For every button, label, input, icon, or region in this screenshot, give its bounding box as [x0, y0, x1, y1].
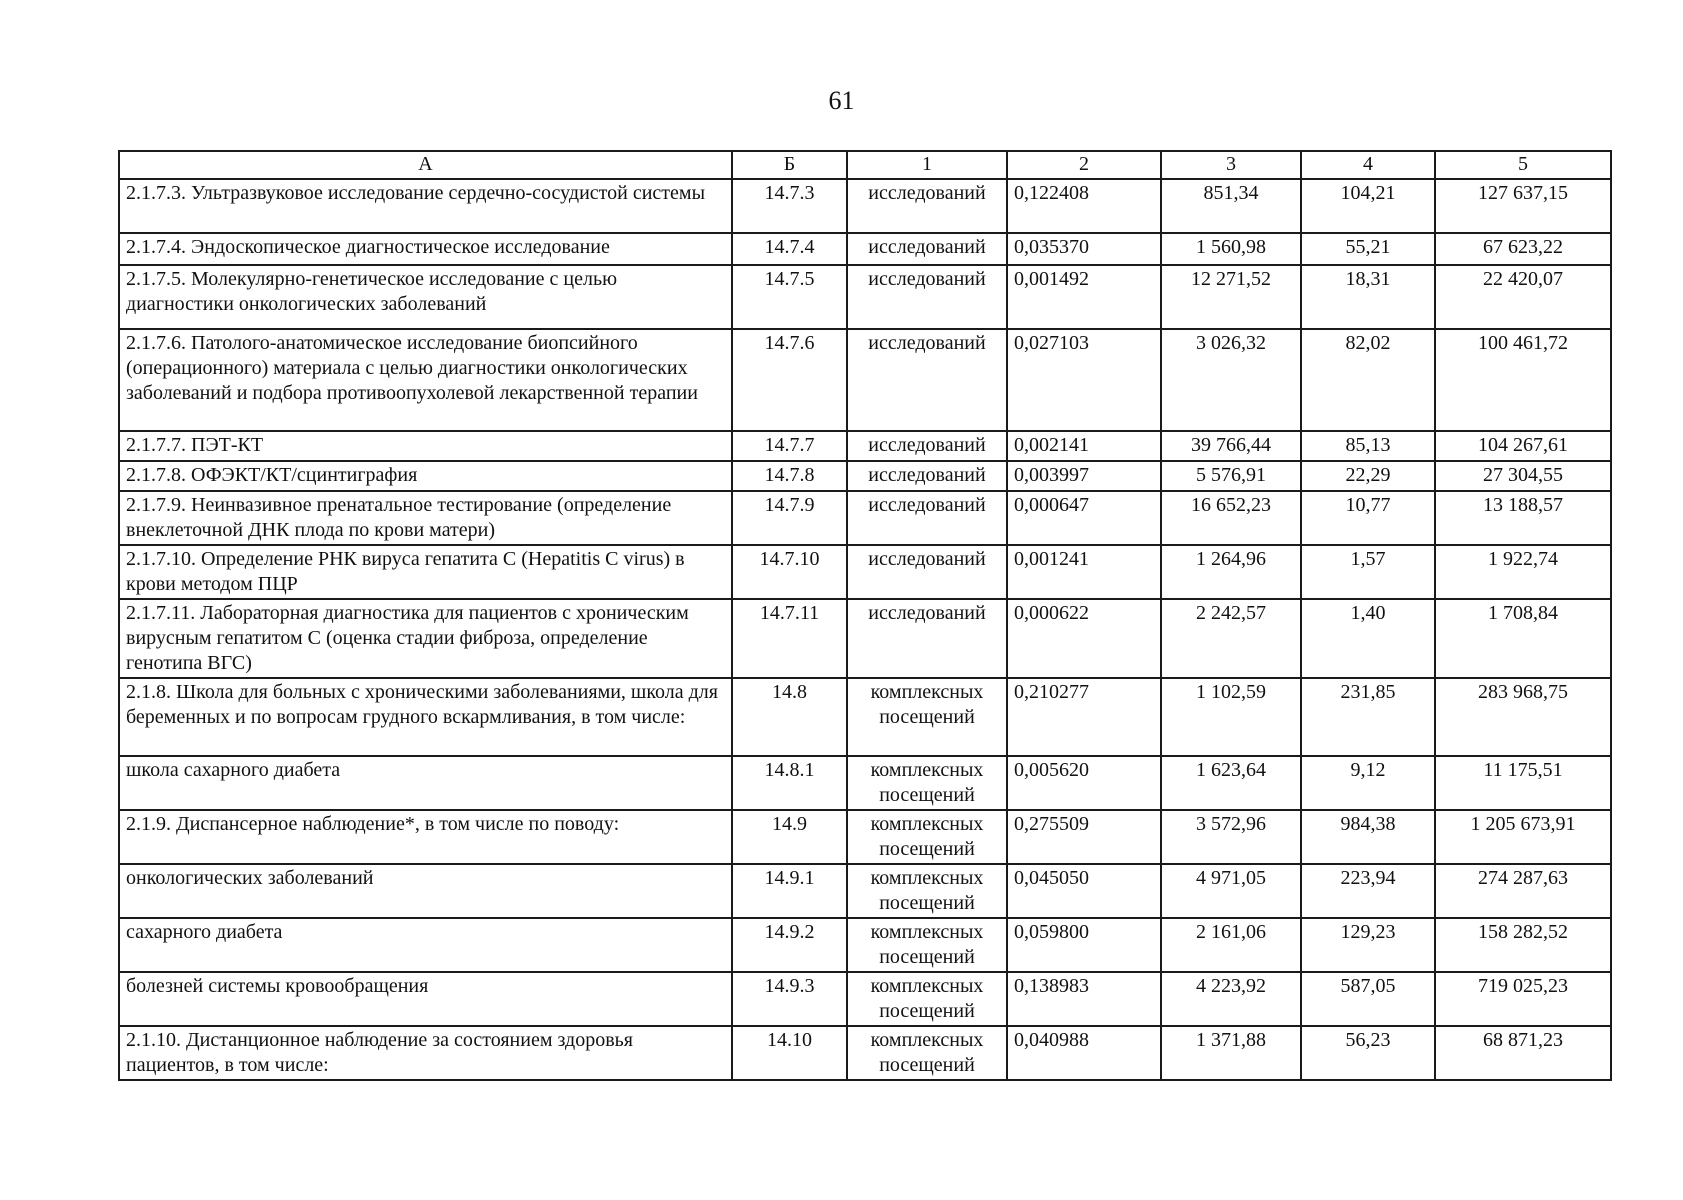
cell-col-5: 127 637,15 [1435, 179, 1611, 233]
header-col-3: 3 [1161, 151, 1301, 179]
cell-col-5: 283 968,75 [1435, 678, 1611, 756]
cell-col-4: 22,29 [1301, 461, 1435, 491]
cell-unit: комплексных посещений [847, 918, 1007, 972]
cell-col-3: 3 572,96 [1161, 810, 1301, 864]
cell-col-2: 0,059800 [1007, 918, 1161, 972]
cell-col-5: 1 922,74 [1435, 545, 1611, 599]
table-header-row [119, 151, 1611, 179]
table-row [119, 864, 1611, 918]
cell-col-2: 0,002141 [1007, 431, 1161, 461]
cell-name: 2.1.8. Школа для больных с хроническими заболеваниями, школа для беременных и по вопросам грудного вскармливания, в том числе: [119, 678, 732, 756]
cell-col-3: 3 026,32 [1161, 329, 1301, 431]
cell-col-2: 0,040988 [1007, 1026, 1161, 1080]
cell-unit: исследований [847, 461, 1007, 491]
cell-col-4: 10,77 [1301, 491, 1435, 545]
table-row [119, 599, 1611, 678]
cell-col-2: 0,210277 [1007, 678, 1161, 756]
cell-code: 14.9.2 [732, 918, 847, 972]
cell-col-3: 16 652,23 [1161, 491, 1301, 545]
cell-col-3: 1 371,88 [1161, 1026, 1301, 1080]
cell-unit: исследований [847, 599, 1007, 678]
cell-name: болезней системы кровообращения [119, 972, 732, 1026]
cell-col-3: 4 223,92 [1161, 972, 1301, 1026]
header-col-2: 2 [1007, 151, 1161, 179]
cell-code: 14.7.3 [732, 179, 847, 233]
cell-col-5: 13 188,57 [1435, 491, 1611, 545]
cell-code: 14.10 [732, 1026, 847, 1080]
cell-unit: комплексных посещений [847, 810, 1007, 864]
cell-col-4: 984,38 [1301, 810, 1435, 864]
cell-code: 14.9 [732, 810, 847, 864]
cell-code: 14.7.11 [732, 599, 847, 678]
table-row [119, 756, 1611, 810]
cell-unit: исследований [847, 179, 1007, 233]
table-row [119, 179, 1611, 233]
cell-col-2: 0,045050 [1007, 864, 1161, 918]
cell-col-4: 1,40 [1301, 599, 1435, 678]
cell-col-4: 55,21 [1301, 233, 1435, 265]
header-col-5: 5 [1435, 151, 1611, 179]
cell-code: 14.7.7 [732, 431, 847, 461]
cell-col-4: 587,05 [1301, 972, 1435, 1026]
table-row [119, 491, 1611, 545]
cell-code: 14.8.1 [732, 756, 847, 810]
cell-col-4: 56,23 [1301, 1026, 1435, 1080]
cell-col-2: 0,000622 [1007, 599, 1161, 678]
cell-col-2: 0,001241 [1007, 545, 1161, 599]
header-col-1: 1 [847, 151, 1007, 179]
data-table [118, 150, 1612, 1081]
cell-unit: исследований [847, 265, 1007, 329]
cell-unit: исследований [847, 329, 1007, 431]
cell-col-2: 0,003997 [1007, 461, 1161, 491]
cell-name: 2.1.7.10. Определение РНК вируса гепатита С (Hepatitis С virus) в крови методом ПЦР [119, 545, 732, 599]
cell-name: 2.1.7.3. Ультразвуковое исследование сердечно-сосудистой системы [119, 179, 732, 233]
cell-col-2: 0,001492 [1007, 265, 1161, 329]
cell-col-5: 22 420,07 [1435, 265, 1611, 329]
page-number: 61 [828, 86, 855, 115]
cell-unit: комплексных посещений [847, 864, 1007, 918]
cell-col-4: 129,23 [1301, 918, 1435, 972]
cell-name: 2.1.7.4. Эндоскопическое диагностическое исследование [119, 233, 732, 265]
cell-col-5: 27 304,55 [1435, 461, 1611, 491]
cell-col-5: 104 267,61 [1435, 431, 1611, 461]
cell-code: 14.7.8 [732, 461, 847, 491]
table-row [119, 918, 1611, 972]
table-row [119, 972, 1611, 1026]
cell-name: 2.1.7.6. Патолого-анатомическое исследование биопсийного (операционного) материала с целью диагностики онкологических заболеваний и подбора противоопухолевой лекарственной терапии [119, 329, 732, 431]
cell-col-4: 9,12 [1301, 756, 1435, 810]
table-row [119, 233, 1611, 265]
cell-code: 14.7.9 [732, 491, 847, 545]
cell-col-5: 68 871,23 [1435, 1026, 1611, 1080]
cell-col-3: 851,34 [1161, 179, 1301, 233]
cell-name: 2.1.7.8. ОФЭКТ/КТ/сцинтиграфия [119, 461, 732, 491]
cell-code: 14.7.4 [732, 233, 847, 265]
cell-col-2: 0,027103 [1007, 329, 1161, 431]
cell-col-3: 2 242,57 [1161, 599, 1301, 678]
cell-code: 14.9.3 [732, 972, 847, 1026]
cell-col-5: 158 282,52 [1435, 918, 1611, 972]
cell-name: сахарного диабета [119, 918, 732, 972]
cell-name: 2.1.7.5. Молекулярно-генетическое исследование с целью диагностики онкологических заболеваний [119, 265, 732, 329]
cell-col-3: 2 161,06 [1161, 918, 1301, 972]
cell-col-2: 0,005620 [1007, 756, 1161, 810]
cell-col-5: 1 708,84 [1435, 599, 1611, 678]
header-col-4: 4 [1301, 151, 1435, 179]
cell-code: 14.7.10 [732, 545, 847, 599]
cell-col-5: 274 287,63 [1435, 864, 1611, 918]
cell-col-3: 5 576,91 [1161, 461, 1301, 491]
table-row [119, 545, 1611, 599]
cell-col-4: 85,13 [1301, 431, 1435, 461]
cell-col-4: 82,02 [1301, 329, 1435, 431]
cell-unit: исследований [847, 545, 1007, 599]
cell-name: 2.1.7.9. Неинвазивное пренатальное тестирование (определение внеклеточной ДНК плода по крови матери) [119, 491, 732, 545]
cell-col-3: 1 102,59 [1161, 678, 1301, 756]
cell-name: 2.1.9. Диспансерное наблюдение*, в том числе по поводу: [119, 810, 732, 864]
cell-col-2: 0,035370 [1007, 233, 1161, 265]
cell-unit: комплексных посещений [847, 678, 1007, 756]
cell-name: 2.1.7.7. ПЭТ-КТ [119, 431, 732, 461]
cell-name: школа сахарного диабета [119, 756, 732, 810]
cell-col-4: 1,57 [1301, 545, 1435, 599]
cell-name: 2.1.7.11. Лабораторная диагностика для пациентов с хроническим вирусным гепатитом С (оценка стадии фиброза, определение генотипа ВГС) [119, 599, 732, 678]
cell-col-4: 231,85 [1301, 678, 1435, 756]
cell-col-2: 0,275509 [1007, 810, 1161, 864]
cell-col-3: 1 264,96 [1161, 545, 1301, 599]
cell-unit: исследований [847, 491, 1007, 545]
cell-col-2: 0,000647 [1007, 491, 1161, 545]
header-col-a: А [119, 151, 732, 179]
table-body [119, 179, 1611, 1080]
cell-col-5: 11 175,51 [1435, 756, 1611, 810]
cell-col-3: 39 766,44 [1161, 431, 1301, 461]
cell-col-4: 104,21 [1301, 179, 1435, 233]
cell-name: 2.1.10. Дистанционное наблюдение за состоянием здоровья пациентов, в том числе: [119, 1026, 732, 1080]
table-row [119, 329, 1611, 431]
cell-col-3: 1 560,98 [1161, 233, 1301, 265]
cell-unit: комплексных посещений [847, 1026, 1007, 1080]
cell-col-2: 0,138983 [1007, 972, 1161, 1026]
cell-col-3: 12 271,52 [1161, 265, 1301, 329]
table-row [119, 810, 1611, 864]
cell-unit: исследований [847, 233, 1007, 265]
cell-unit: комплексных посещений [847, 972, 1007, 1026]
cell-col-5: 719 025,23 [1435, 972, 1611, 1026]
cell-col-5: 67 623,22 [1435, 233, 1611, 265]
cell-code: 14.7.6 [732, 329, 847, 431]
table-row [119, 1026, 1611, 1080]
table-row [119, 431, 1611, 461]
table-row [119, 265, 1611, 329]
cell-col-4: 18,31 [1301, 265, 1435, 329]
cell-col-4: 223,94 [1301, 864, 1435, 918]
cell-col-5: 1 205 673,91 [1435, 810, 1611, 864]
cell-col-3: 4 971,05 [1161, 864, 1301, 918]
cell-col-2: 0,122408 [1007, 179, 1161, 233]
cell-name: онкологических заболеваний [119, 864, 732, 918]
cell-col-5: 100 461,72 [1435, 329, 1611, 431]
cell-col-3: 1 623,64 [1161, 756, 1301, 810]
table-row [119, 678, 1611, 756]
cell-code: 14.8 [732, 678, 847, 756]
cell-unit: исследований [847, 431, 1007, 461]
cell-code: 14.7.5 [732, 265, 847, 329]
table-row [119, 461, 1611, 491]
cell-code: 14.9.1 [732, 864, 847, 918]
cell-unit: комплексных посещений [847, 756, 1007, 810]
header-col-b: Б [732, 151, 847, 179]
